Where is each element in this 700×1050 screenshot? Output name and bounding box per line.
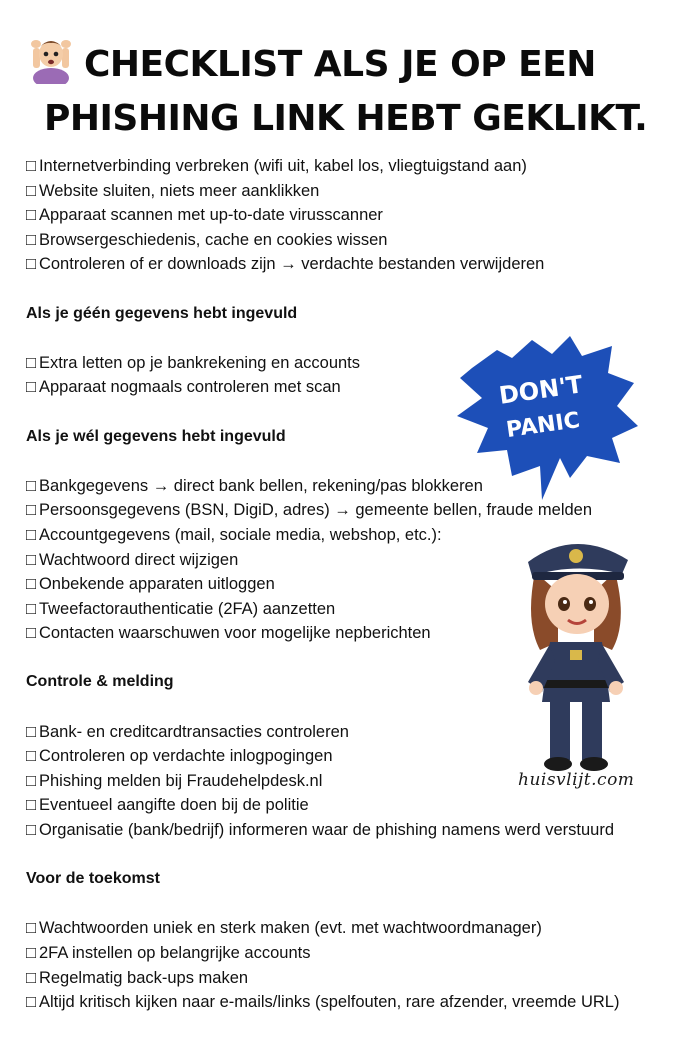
checklist-item: □ Contacten waarschuwen voor mogelijke nepberichten bbox=[26, 624, 431, 643]
checkbox-icon: □ bbox=[26, 796, 36, 815]
checkbox-icon: □ bbox=[26, 157, 36, 175]
checkbox-icon: □ bbox=[26, 501, 36, 520]
checkbox-icon: □ bbox=[26, 771, 36, 790]
checklist-item: □ Phishing melden bij Fraudehelpdesk.nl bbox=[26, 771, 323, 790]
checklist-item: □ Organisatie (bank/bedrijf) informeren waar de phishing namens werd verstuurd bbox=[26, 821, 615, 840]
checklist-item: □ Extra letten op je bankrekening en accounts bbox=[26, 353, 361, 372]
section-heading: Als je wél gegevens hebt ingevuld bbox=[26, 427, 286, 445]
dont-panic-badge bbox=[452, 328, 642, 503]
checkbox-icon: □ bbox=[26, 944, 36, 962]
checkbox-icon: □ bbox=[26, 624, 36, 643]
checklist-item: □ Bank- en creditcardtransacties controleren bbox=[26, 722, 349, 741]
badge-line-2: PANIC bbox=[504, 408, 582, 444]
signature: huisvlijt.com bbox=[518, 770, 635, 790]
checkbox-icon: □ bbox=[26, 353, 36, 372]
checklist-item: □ Website sluiten, niets meer aanklikken bbox=[26, 181, 320, 200]
title-line-1: CHECKLIST ALS JE OP EEN bbox=[84, 44, 596, 85]
checkbox-icon: □ bbox=[26, 525, 36, 544]
checklist-item: □ Onbekende apparaten uitloggen bbox=[26, 575, 275, 594]
section-heading: Controle & melding bbox=[26, 673, 174, 691]
checklist-item: □ Tweefactorauthenticatie (2FA) aanzetten bbox=[26, 599, 336, 618]
checkbox-icon: □ bbox=[26, 255, 36, 274]
checklist-item: □ Internetverbinding verbreken (wifi uit, kabel los, vliegtuigstand aan) bbox=[26, 157, 527, 175]
checklist-item: □ Accountgegevens (mail, sociale media, webshop, etc.): bbox=[26, 525, 442, 544]
section-immediate bbox=[26, 154, 686, 277]
badge-line-1: DON'T bbox=[497, 370, 585, 410]
checklist-item: □ Regelmatig back-ups maken bbox=[26, 968, 249, 987]
section-future bbox=[26, 867, 686, 1015]
checkbox-icon: □ bbox=[26, 993, 36, 1012]
checkbox-icon: □ bbox=[26, 230, 36, 249]
checklist-item: □ Apparaat scannen met up-to-date virusscanner bbox=[26, 206, 383, 225]
checklist-item: □ Apparaat nogmaals controleren met scan bbox=[26, 378, 341, 397]
checkbox-icon: □ bbox=[26, 821, 36, 840]
checklist-item: □ Persoonsgegevens (BSN, DigiD, adres) → gemeente bellen, fraude melden bbox=[26, 501, 593, 520]
checkbox-icon: □ bbox=[26, 747, 36, 766]
checkbox-icon: □ bbox=[26, 181, 36, 200]
checklist-item: □ Wachtwoorden uniek en sterk maken (evt. met wachtwoordmanager) bbox=[26, 919, 542, 938]
police-officer-illustration bbox=[510, 532, 640, 777]
checkbox-icon: □ bbox=[26, 206, 36, 225]
checklist-item: □ Controleren op verdachte inlogpogingen bbox=[26, 747, 333, 766]
checklist-item: □ Eventueel aangifte doen bij de politie bbox=[26, 796, 309, 815]
page-title bbox=[44, 38, 684, 146]
checklist-item: □ Browsergeschiedenis, cache en cookies wissen bbox=[26, 230, 388, 249]
checkbox-icon: □ bbox=[26, 968, 36, 987]
checkbox-icon: □ bbox=[26, 575, 36, 594]
checklist-item: □ Altijd kritisch kijken naar e-mails/links (spelfouten, rare afzender, vreemde URL) bbox=[26, 993, 620, 1012]
checklist-item: □ Controleren of er downloads zijn → verdachte bestanden verwijderen bbox=[26, 255, 545, 274]
checklist-item: □ Bankgegevens → direct bank bellen, rekening/pas blokkeren bbox=[26, 476, 483, 495]
checklist-item: □ 2FA instellen op belangrijke accounts bbox=[26, 944, 311, 962]
title-line-2: PHISHING LINK HEBT GEKLIKT. bbox=[44, 98, 648, 139]
checkbox-icon: □ bbox=[26, 378, 36, 397]
section-heading: Voor de toekomst bbox=[26, 870, 160, 888]
checkbox-icon: □ bbox=[26, 550, 36, 569]
checkbox-icon: □ bbox=[26, 476, 36, 495]
checkbox-icon: □ bbox=[26, 919, 36, 938]
section-heading: Als je géén gegevens hebt ingevuld bbox=[26, 304, 298, 322]
checkbox-icon: □ bbox=[26, 599, 36, 618]
checklist-item: □ Wachtwoord direct wijzigen bbox=[26, 550, 239, 569]
checkbox-icon: □ bbox=[26, 722, 36, 741]
